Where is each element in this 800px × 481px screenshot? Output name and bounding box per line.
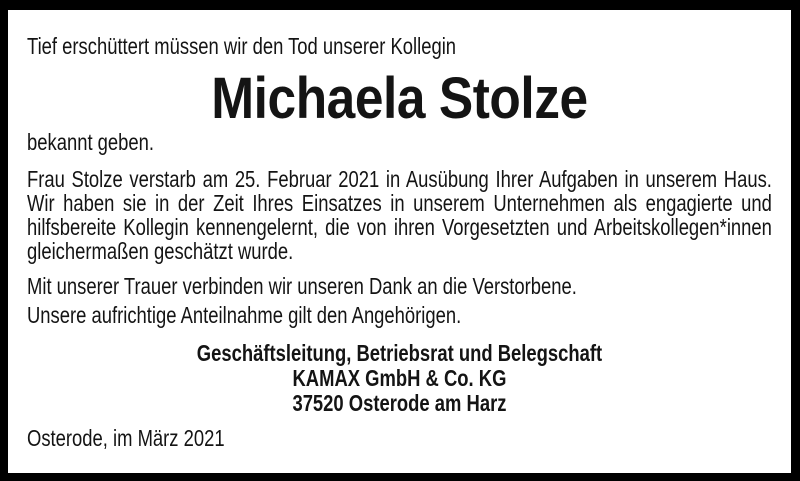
intro-line: Tief erschüttert müssen wir den Tod unserer Kollegin xyxy=(27,33,457,59)
deceased-name: Michaela Stolze xyxy=(211,66,588,131)
condolence-block xyxy=(27,272,772,329)
obituary-paragraph: Frau Stolze verstarb am 25. Februar 2021 in Ausübung Ihrer Aufgaben in unserem Haus. Wir haben sie in der Zeit Ihres Einsatzes in unserem Unternehmen als engagierte und hilfsbereite Kollegin kennengelernt, die von ihren Vorgesetzten und Arbeitskollegen*innen gleichermaßen geschätzt wurde. xyxy=(27,166,772,264)
dateline: Osterode, im März 2021 xyxy=(27,425,225,451)
signature-line-signers: Geschäftsleitung, Betriebsrat und Belegschaft xyxy=(196,340,603,366)
obituary-content xyxy=(27,34,772,450)
condolence-line-thanks: Mit unserer Trauer verbinden wir unseren Dank an die Verstorbene. xyxy=(27,273,577,299)
signature-line-address: 37520 Osterode am Harz xyxy=(292,390,507,416)
condolence-line-sympathy: Unsere aufrichtige Anteilnahme gilt den Angehörigen. xyxy=(27,301,462,328)
signature-line-company: KAMAX GmbH & Co. KG xyxy=(292,365,507,391)
obituary-sheet xyxy=(8,10,791,473)
signature-block xyxy=(27,341,772,416)
announcement-line: bekannt geben. xyxy=(27,129,155,155)
